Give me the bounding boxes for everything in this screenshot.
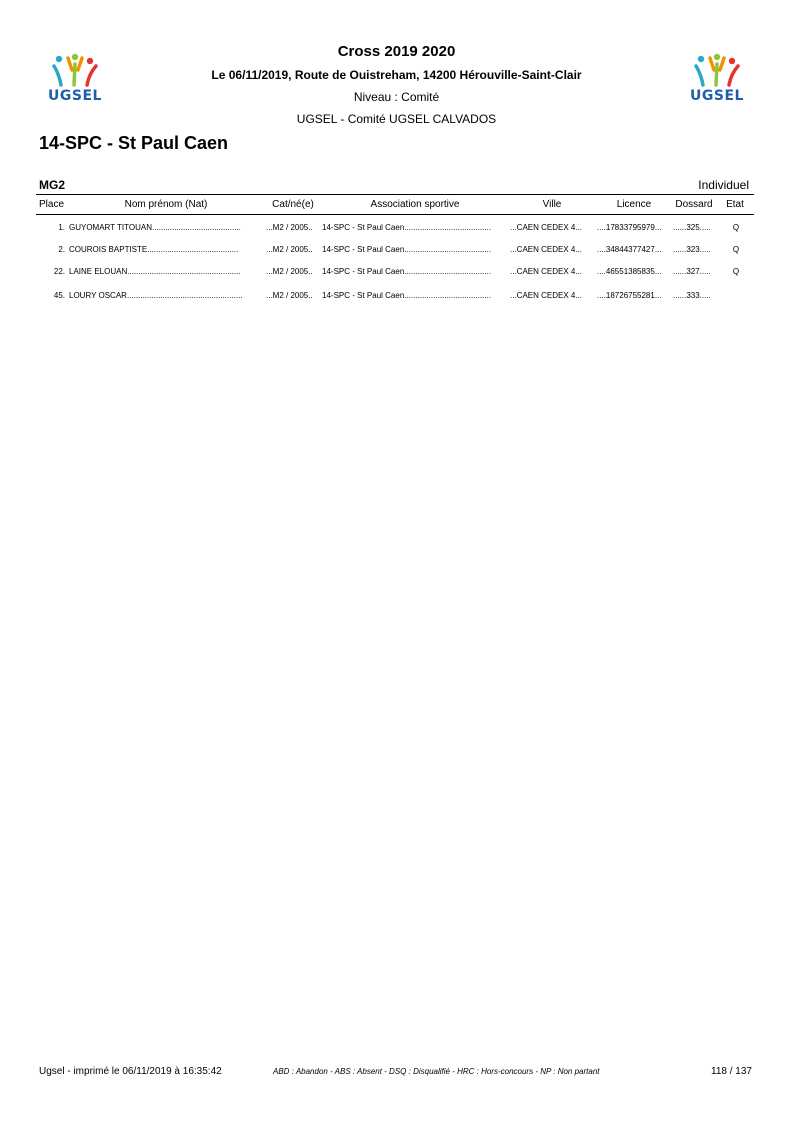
table-row [0,267,793,279]
table-row [0,245,793,257]
row-licence: ....17833795979... [597,223,662,232]
footer-printed: Ugsel - imprimé le 06/11/2019 à 16:35:42 [39,1066,222,1077]
header-rule [36,194,754,195]
col-header-dossard: Dossard [675,199,713,210]
row-dossard: ......325..... [673,223,711,232]
col-header-licence: Licence [616,199,652,210]
row-category: ...M2 / 2005.. [266,291,313,300]
row-association: 14-SPC - St Paul Caen....................................... [322,245,491,254]
ugsel-logo-text: UGSEL [48,88,102,104]
row-etat: Q [732,267,740,276]
row-etat: Q [732,245,740,254]
race-category: MG2 [39,178,66,192]
footer-page-number: 118 / 137 [711,1066,752,1077]
col-header-ville: Ville [542,199,562,210]
col-header-name: Nom prénom (Nat) [124,199,208,210]
footer-legend: ABD : Abandon - ABS : Absent - DSQ : Disqualifié - HRC : Hors-concours - NP : Non partant [273,1067,600,1076]
row-place: 1. [58,223,65,232]
col-header-cat: Cat/né(e) [272,199,314,210]
row-place: 2. [58,245,65,254]
race-mode: Individuel [698,178,749,192]
row-name: GUYOMART TITOUAN........................................ [69,223,241,232]
row-category: ...M2 / 2005.. [266,267,313,276]
row-licence: ....46551385835... [597,267,662,276]
row-dossard: ......327..... [673,267,711,276]
row-etat: Q [732,223,740,232]
row-association: 14-SPC - St Paul Caen....................................... [322,267,491,276]
row-dossard: ......323..... [673,245,711,254]
row-category: ...M2 / 2005.. [266,223,313,232]
table-row [0,291,793,303]
club-title: 14-SPC - St Paul Caen [39,133,229,153]
row-name: COUROIS BAPTISTE......................................... [69,245,239,254]
row-ville: ...CAEN CEDEX 4... [510,291,583,300]
event-level: Niveau : Comité [353,90,440,104]
row-licence: ....18726755281... [597,291,662,300]
row-association: 14-SPC - St Paul Caen....................................... [322,291,491,300]
event-title: Cross 2019 2020 [337,43,456,60]
row-ville: ...CAEN CEDEX 4... [510,267,583,276]
row-name: LOURY OSCAR.................................................... [69,291,243,300]
row-ville: ...CAEN CEDEX 4... [510,223,583,232]
row-place: 45. [53,291,65,300]
row-place: 22. [53,267,65,276]
table-row [0,223,793,235]
column-header-rule [36,214,754,215]
col-header-place: Place [39,199,65,210]
row-category: ...M2 / 2005.. [266,245,313,254]
row-dossard: ......333..... [673,291,711,300]
col-header-association: Association sportive [370,199,460,210]
row-name: LAINE ELOUAN................................................... [69,267,241,276]
row-licence: ....34844377427... [597,245,662,254]
row-ville: ...CAEN CEDEX 4... [510,245,583,254]
row-association: 14-SPC - St Paul Caen....................................... [322,223,491,232]
ugsel-logo-text: UGSEL [690,88,744,104]
event-organizer: UGSEL - Comité UGSEL CALVADOS [296,112,497,126]
col-header-etat: Etat [726,199,744,210]
event-date-location: Le 06/11/2019, Route de Ouistreham, 14200 Hérouville-Saint-Clair [211,68,582,82]
